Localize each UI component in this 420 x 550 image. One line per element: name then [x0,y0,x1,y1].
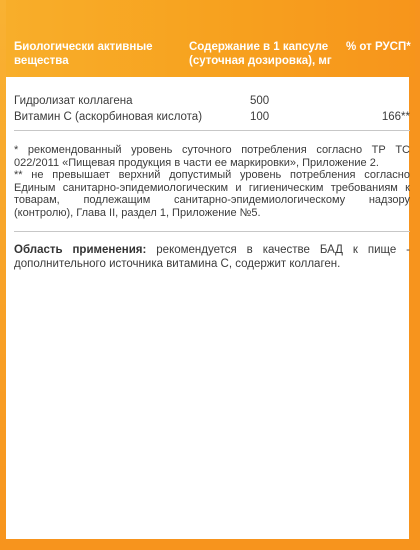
footnotes [14,144,410,219]
footnote-1: * рекомендованный уровень суточного потребления согласно ТР ТС 022/2011 «Пищевая продукция в части ее маркировки», Приложение 2. [14,144,410,169]
substance-amount: 500 [250,95,270,107]
footnote-2: ** не превышает верхний допустимый уровень потребления согласно Единым санитарно-эпидемиологическим и гигиеническим требованиям к товарам, подлежащим санитарно-эпидемиологическому надзору (контролю), Глава II, раздел 1, Приложение №5. [14,169,410,219]
substance-percent: 166** [381,111,410,123]
usage-section [14,243,410,271]
usage-label: Область применения: [14,244,147,256]
nutrient-table [14,94,410,126]
header-content-per-capsule: Содержание в 1 капсуле (суточная дозировка), мг [189,41,332,67]
table-row [14,110,410,126]
table-row [14,94,410,110]
table-header [6,0,415,77]
substance-name: Гидролизат коллагена [14,95,133,107]
divider [14,231,410,232]
usage-text: рекомендуется в качестве БАД к пище - дополнительного источника витамина С, содержит коллаген. [14,244,410,270]
substance-amount: 100 [250,111,270,123]
header-percent-rusp: % от РУСП* [346,41,411,53]
substance-name: Витамин С (аскорбиновая кислота) [14,111,203,123]
header-substances: Биологически активные вещества [14,41,153,67]
divider [14,130,410,131]
